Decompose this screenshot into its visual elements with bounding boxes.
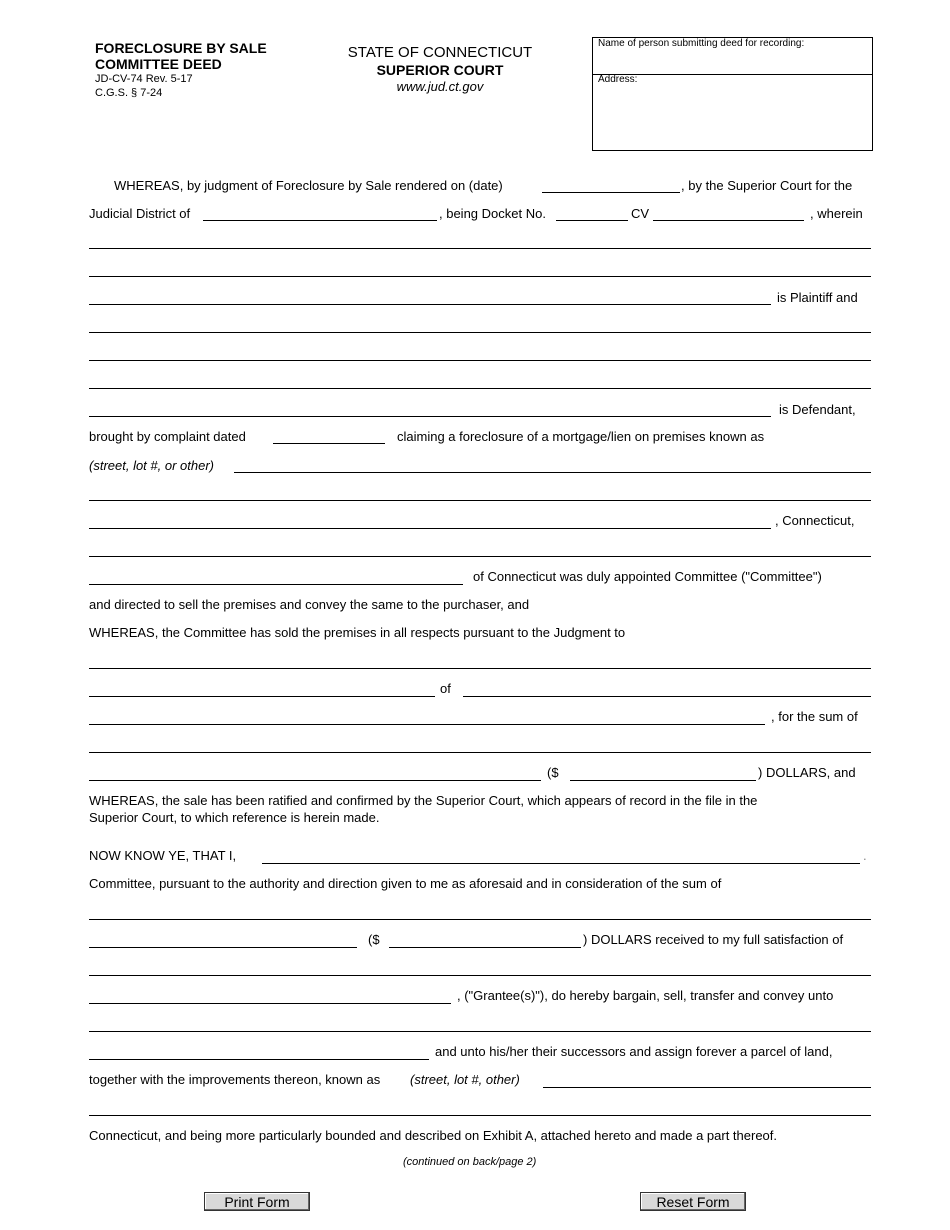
successors-text: and unto his/her their successors and assign forever a parcel of land,: [435, 1044, 833, 1059]
complaint-date-field[interactable]: [273, 429, 385, 444]
docket-text: , being Docket No.: [439, 206, 546, 221]
defendant-line-3[interactable]: [89, 374, 871, 389]
now-know-text: NOW KNOW YE, THAT I,: [89, 848, 237, 863]
reset-form-button[interactable]: Reset Form: [640, 1192, 746, 1211]
submitter-name-label: Name of person submitting deed for recording:: [598, 38, 805, 49]
grantee-line-4[interactable]: [89, 1045, 429, 1060]
docket-number-field[interactable]: [653, 206, 804, 221]
plaintiff-line-1[interactable]: [89, 234, 871, 249]
defendant-text: is Defendant,: [779, 402, 856, 417]
dollars-and-text: ) DOLLARS, and: [758, 765, 856, 780]
dollars-received-text: ) DOLLARS received to my full satisfaction of: [583, 932, 844, 947]
purchaser-line-1[interactable]: [89, 654, 871, 669]
period-text: .: [863, 848, 867, 863]
by-court-text: , by the Superior Court for the: [681, 178, 853, 193]
court-state: STATE OF CONNECTICUT: [347, 44, 533, 61]
court-website: www.jud.ct.gov: [396, 79, 484, 94]
purchaser-line-3[interactable]: [89, 710, 765, 725]
together-text: together with the improvements thereon, known as: [89, 1072, 381, 1087]
premises-line-4[interactable]: [89, 542, 871, 557]
print-form-button[interactable]: Print Form: [204, 1192, 310, 1211]
sum-words-line-2[interactable]: [89, 766, 541, 781]
form-id: JD-CV-74 Rev. 5-17: [95, 73, 193, 85]
submitter-name-cell[interactable]: [593, 38, 872, 75]
continued-text: (continued on back/page 2): [403, 1156, 537, 1168]
sale-amount-field[interactable]: [570, 766, 756, 781]
court-name: SUPERIOR COURT: [376, 62, 504, 78]
defendant-line-2[interactable]: [89, 346, 871, 361]
docket-prefix-field[interactable]: [556, 206, 628, 221]
purchaser-address-field[interactable]: [463, 682, 871, 697]
form-title-line2: COMMITTEE DEED: [95, 56, 222, 72]
form-title-line1: FORECLOSURE BY SALE: [95, 40, 267, 56]
dollar-open-text: ($: [547, 765, 559, 780]
committee-signer-field[interactable]: [262, 849, 860, 864]
cv-text: CV: [631, 206, 650, 221]
judgment-date-field[interactable]: [542, 178, 680, 193]
street-lot2-text: (street, lot #, other): [410, 1072, 520, 1087]
grantee-line-3[interactable]: [89, 1017, 871, 1032]
bounded-text: Connecticut, and being more particularly bounded and described on Exhibit A, attached hereto and made a part thereof.: [89, 1128, 778, 1143]
grantees-text: , ("Grantee(s)"), do hereby bargain, sell, transfer and convey unto: [457, 988, 834, 1003]
judicial-district-field[interactable]: [203, 206, 437, 221]
plaintiff-line-3[interactable]: [89, 290, 771, 305]
submitter-address-label: Address:: [598, 74, 638, 85]
dollar-open2-text: ($: [368, 932, 380, 947]
whereas2-text: WHEREAS, the Committee has sold the premises in all respects pursuant to the Judgment to: [89, 625, 626, 640]
judicial-district-text: Judicial District of: [89, 206, 191, 221]
premises-line-3[interactable]: [89, 514, 771, 529]
form-title: [95, 40, 267, 72]
of-text: of: [440, 681, 451, 696]
claiming-text: claiming a foreclosure of a mortgage/lien on premises known as: [397, 429, 765, 444]
purchaser-name-field[interactable]: [89, 682, 435, 697]
whereas1-text: WHEREAS, by judgment of Foreclosure by Sale rendered on (date): [114, 178, 503, 193]
premises-line-1[interactable]: [234, 458, 871, 473]
committee-appointed-text: of Connecticut was duly appointed Committee ("Committee"): [473, 569, 822, 584]
parcel-address-line-1[interactable]: [543, 1073, 871, 1088]
committee-pursuant-text: Committee, pursuant to the authority and direction given to me as aforesaid and in consideration of the sum of: [89, 876, 722, 891]
consideration-amount-field[interactable]: [389, 933, 581, 948]
for-sum-text: , for the sum of: [771, 709, 858, 724]
parcel-address-line-2[interactable]: [89, 1101, 871, 1116]
plaintiff-line-2[interactable]: [89, 262, 871, 277]
grantee-line-1[interactable]: [89, 961, 871, 976]
connecticut-text: , Connecticut,: [775, 513, 855, 528]
committee-name-field[interactable]: [89, 570, 463, 585]
directed-text: and directed to sell the premises and convey the same to the purchaser, and: [89, 597, 530, 612]
defendant-line-4[interactable]: [89, 402, 771, 417]
submitter-box: [592, 37, 873, 151]
plaintiff-text: is Plaintiff and: [777, 290, 858, 305]
consideration-words-line-2[interactable]: [89, 933, 357, 948]
wherein-text: , wherein: [810, 206, 863, 221]
statute: C.G.S. § 7-24: [95, 87, 163, 99]
premises-line-2[interactable]: [89, 486, 871, 501]
grantee-line-2[interactable]: [89, 989, 451, 1004]
defendant-line-1[interactable]: [89, 318, 871, 333]
whereas3-line2: Superior Court, to which reference is herein made.: [89, 810, 380, 825]
whereas3-line1: WHEREAS, the sale has been ratified and confirmed by the Superior Court, which appears of record in the file in the: [89, 793, 758, 808]
consideration-words-line-1[interactable]: [89, 905, 871, 920]
complaint-dated-text: brought by complaint dated: [89, 429, 246, 444]
sum-words-line-1[interactable]: [89, 738, 871, 753]
street-lot-text: (street, lot #, or other): [89, 458, 214, 473]
